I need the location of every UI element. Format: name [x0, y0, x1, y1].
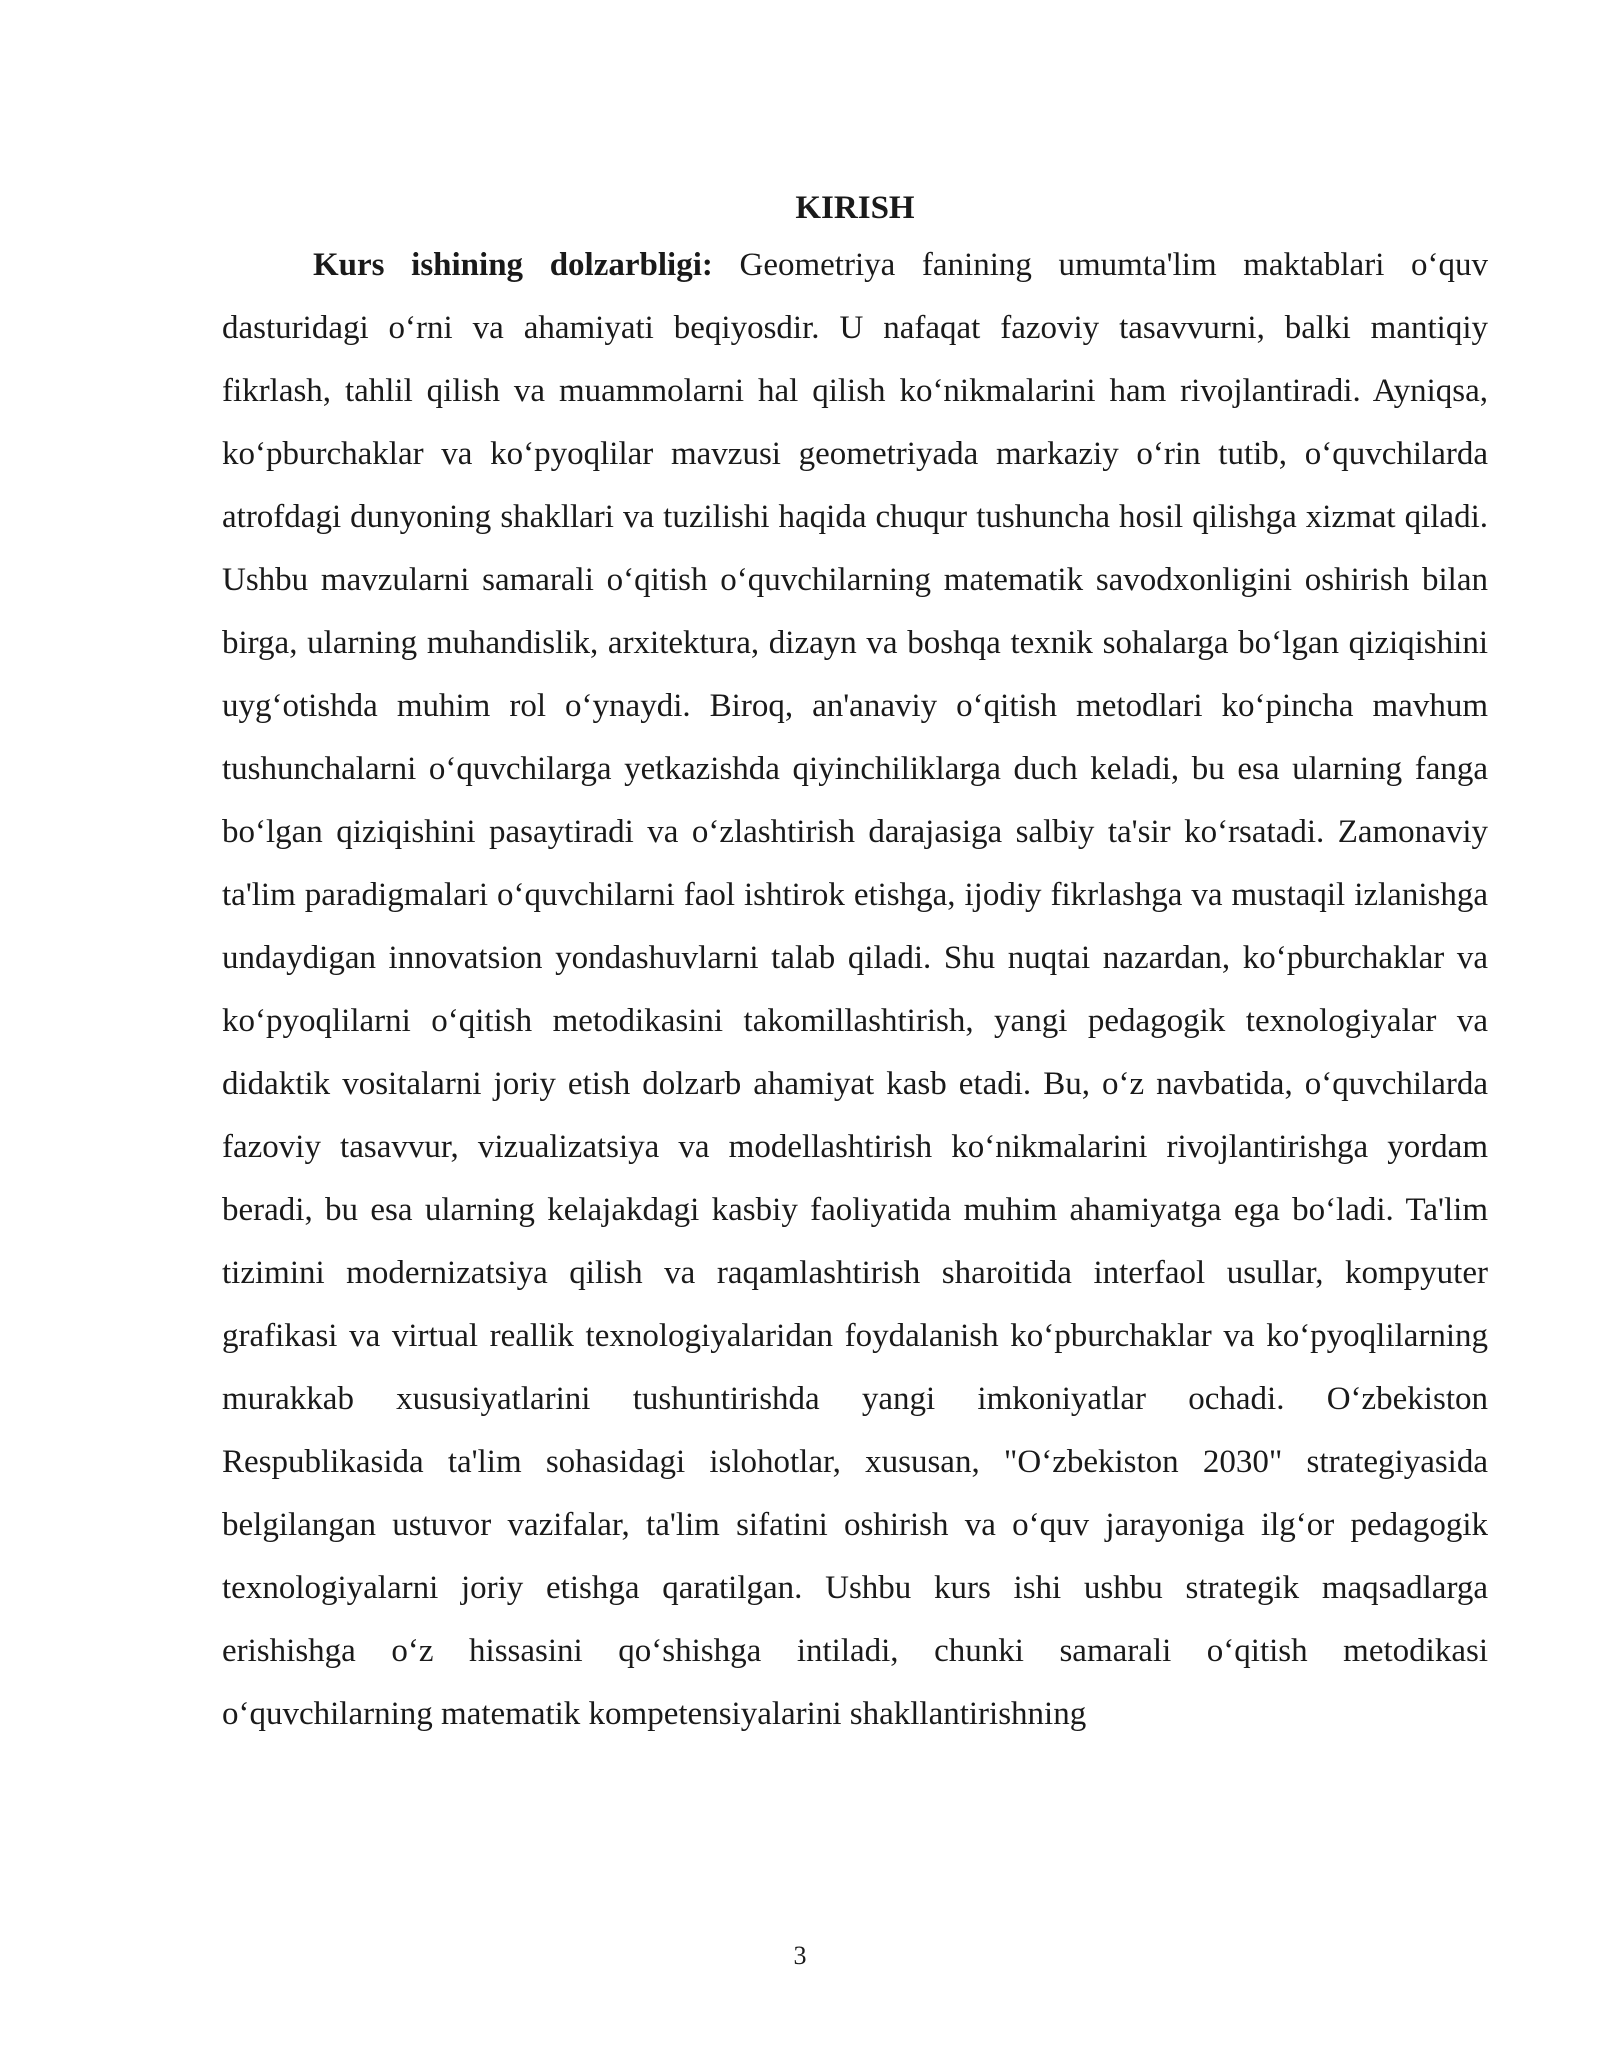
body-paragraph [222, 234, 1488, 1746]
paragraph-lead: Kurs ishining dolzarbligi: [313, 247, 713, 283]
paragraph-text: Geometriya fanining umumta'lim maktablari o‘quv dasturidagi o‘rni va ahamiyati beqiyosdir. U nafaqat fazoviy tasavvurni, balki mantiqiy fikrlash, tahlil qilish va muammolarni hal qilish ko‘nikmalarini ham rivojlantiradi. Ayniqsa, ko‘pburchaklar va ko‘pyoqlilar mavzusi geometriyada markaziy o‘rin tutib, o‘quvchilarda atrofdagi dunyoning shakllari va tuzilishi haqida chuqur tushuncha hosil qilishga xizmat qiladi. Ushbu mavzularni samarali o‘qitish o‘quvchilarning matematik savodxonligini oshirish bilan birga, ularning muhandislik, arxitektura, dizayn va boshqa texnik sohalarga bo‘lgan qiziqishini uyg‘otishda muhim rol o‘ynaydi. Biroq, an'anaviy o‘qitish metodlari ko‘pincha mavhum tushunchalarni o‘quvchilarga yetkazishda qiyinchiliklarga duch keladi, bu esa ularning fanga bo‘lgan qiziqishini pasaytiradi va o‘zlashtirish darajasiga salbiy ta'sir ko‘rsatadi. Zamonaviy ta'lim paradigmalari o‘quvchilarni faol ishtirok etishga, ijodiy fikrlashga va mustaqil izlanishga undaydigan innovatsion yondashuvlarni talab qiladi. Shu nuqtai nazardan, ko‘pburchaklar va ko‘pyoqlilarni o‘qitish metodikasini takomillashtirish, yangi pedagogik texnologiyalar va didaktik vositalarni joriy etish dolzarb ahamiyat kasb etadi. Bu, o‘z navbatida, o‘quvchilarda fazoviy tasavvur, vizualizatsiya va modellashtirish ko‘nikmalarini rivojlantirishga yordam beradi, bu esa ularning kelajakdagi kasbiy faoliyatida muhim ahamiyatga ega bo‘ladi. Ta'lim tizimini modernizatsiya qilish va raqamlashtirish sharoitida interfaol usullar, kompyuter grafikasi va virtual reallik texnologiyalaridan foydalanish ko‘pburchaklar va ko‘pyoqlilarning murakkab xususiyatlarini tushuntirishda yangi imkoniyatlar ochadi. O‘zbekiston Respublikasida ta'lim sohasidagi islohotlar, xususan, "O‘zbekiston 2030" strategiyasida belgilangan ustuvor vazifalar, ta'lim sifatini oshirish va o‘quv jarayoniga ilg‘or pedagogik texnologiyalarni joriy etishga qaratilgan. Ushbu kurs ishi ushbu strategik maqsadlarga erishishga o‘z hissasini qo‘shishga intiladi, chunki samarali o‘qitish metodikasi o‘quvchilarning matematik kompetensiyalarini shakllantirishning [222, 247, 1488, 1732]
section-heading: KIRISH [795, 190, 915, 226]
page-number: 3 [793, 1941, 807, 1970]
